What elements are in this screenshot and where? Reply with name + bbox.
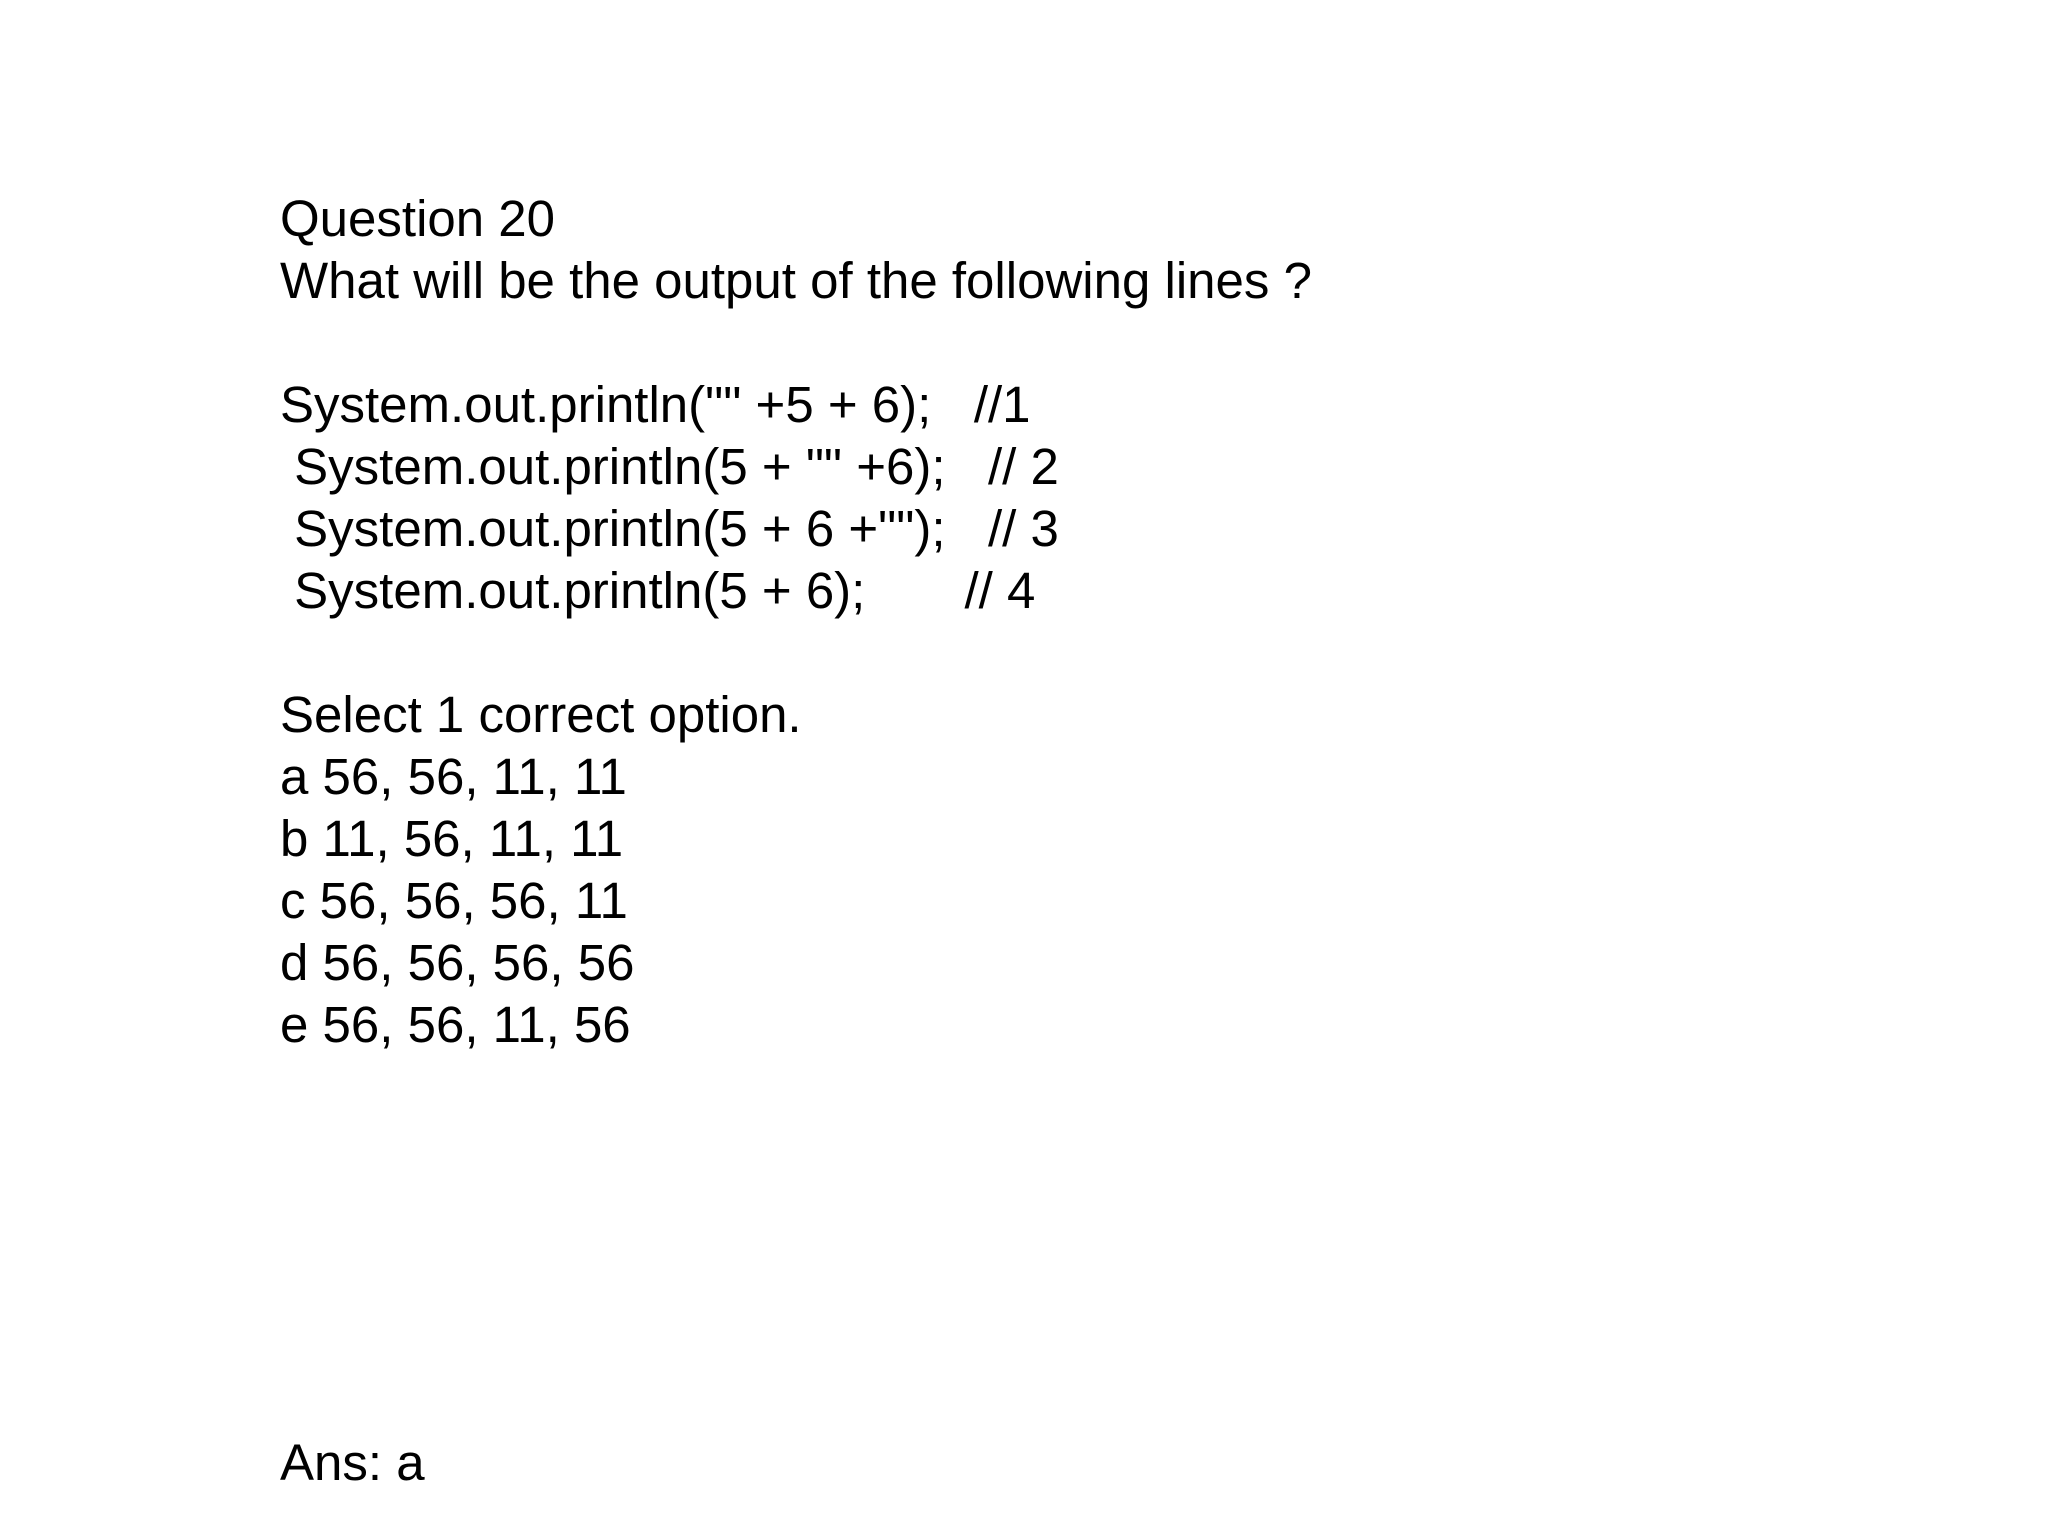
- code-line: System.out.println(5 + 6 +""); // 3: [280, 500, 1059, 557]
- option-a: a 56, 56, 11, 11: [280, 748, 627, 805]
- option-b: b 11, 56, 11, 11: [280, 810, 624, 867]
- option-c: c 56, 56, 56, 11: [280, 872, 628, 929]
- code-line: System.out.println(5 + 6); // 4: [280, 562, 1036, 619]
- answer-text: Ans: a: [280, 1434, 425, 1491]
- option-e: e 56, 56, 11, 56: [280, 996, 631, 1053]
- code-line: System.out.println(5 + "" +6); // 2: [280, 438, 1059, 495]
- question-title: Question 20: [280, 190, 556, 247]
- instruction-text: Select 1 correct option.: [280, 686, 802, 743]
- option-d: d 56, 56, 56, 56: [280, 934, 635, 991]
- question-prompt: What will be the output of the following lines ?: [280, 252, 1312, 309]
- code-line: System.out.println("" +5 + 6); //1: [280, 376, 1031, 433]
